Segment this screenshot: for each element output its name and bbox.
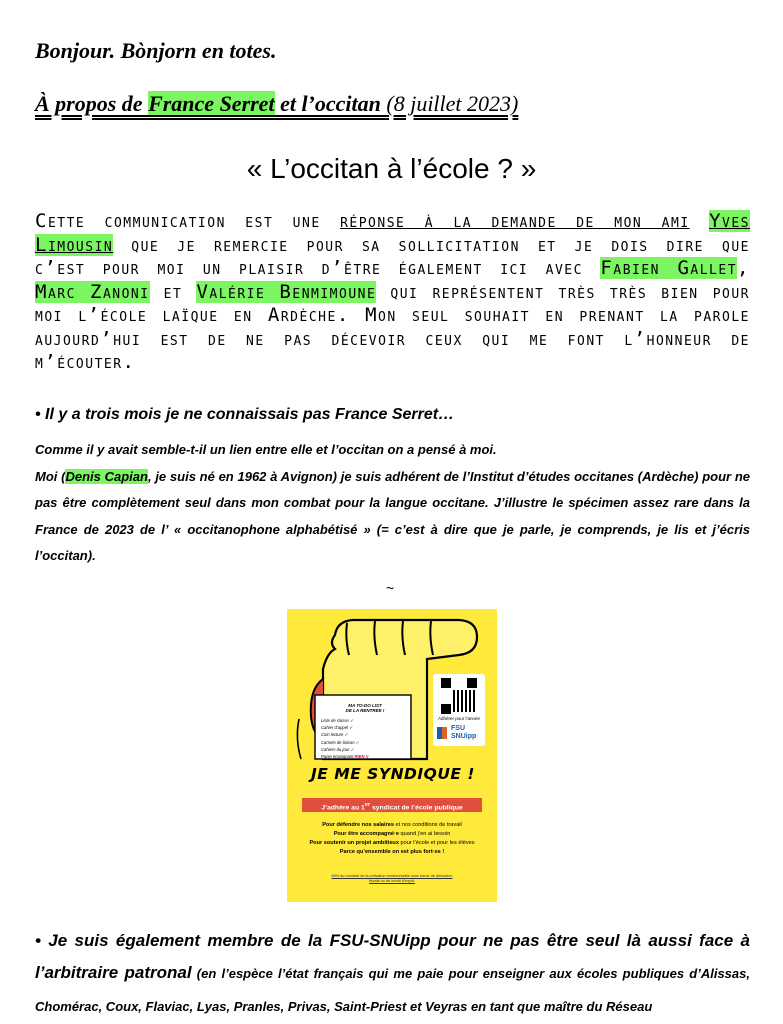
greeting: Bonjour. Bònjorn en totes. (35, 38, 277, 63)
comm-text-5: qui représentent très très bien pour moi l’école laïque en Ardèche. Mon seul souhait en prenant la parole aujourd’hui est de ne pas décevoir ceux qui me font l’honneur de m’écouter. (35, 280, 751, 373)
poster-fineprint: 66% du montant de la cotisation remboursable sous forme de déduction fiscale ou de crédit d’impôt. (331, 874, 453, 883)
band-pre: J’adhère au 1 (321, 804, 365, 812)
bullet-2-lead: • Je suis également membre de la FSU-SNUipp pour ne pas être seul là aussi face à l’arbitraire patronal (35, 931, 750, 982)
reason-rest: pour l’école et pour les élèves (398, 840, 475, 846)
subject-suffix: et l’occitan (274, 91, 387, 116)
tilde-separator: ~ (386, 580, 395, 596)
qr-code-icon (441, 678, 477, 714)
bullet-1-heading: • Il y a trois mois je ne connaissais pas France Serret… (35, 406, 455, 423)
comm-space (690, 210, 709, 232)
highlight-yves-limousin: Yves Limousin (35, 210, 750, 256)
reason-bold: Pour être accompagné·e (333, 831, 399, 837)
todo-title-line-1: MA TO-DO LIST (348, 703, 382, 708)
poster-reason (293, 821, 491, 830)
fsu-logo-text (451, 725, 476, 741)
poster-reason (293, 848, 491, 857)
bullet-1-moi: Moi ( (35, 468, 66, 484)
page-title: « L’occitan à l’école ? » (246, 153, 537, 184)
logo-snuipp: SNUipp (451, 733, 477, 740)
todo-item: Cahier d’appel ✓ (321, 725, 353, 731)
bullet-2-rest: (en l’espèce l’état français qui me paie pour enseigner aux écoles publiques d’Alissas, Chomérac, Coux, Flaviac, Lyas, Pranles, Privas, Saint-Priest et Veyras en tant que maître du Réseau (35, 966, 750, 1014)
comm-text-3: , (737, 257, 750, 279)
highlight-france-serret: France Serret (148, 91, 275, 116)
todo-item: Coin lecture ✓ (321, 732, 349, 738)
bullet-1-moi-rest: , je suis né en 1962 à Avignon) je suis adhérent de l’Institut d’études occitanes (Ardèche) pour ne pas être complètement seul dans mon combat pour la langue occitane. J’illustre le spécimen assez rare dans la France de 2023 de l’ « occitanophone alphabétisé » (= c’est à dire que je parle, je comprends, je lis et j’écris l’occitan). (35, 468, 751, 563)
todo-item-pacte (321, 753, 409, 760)
highlight-marc-zanoni: Marc Zanoni (35, 280, 150, 303)
reason-rest: quand j’en ai besoin (398, 831, 451, 837)
comm-underlined-request: réponse à la demande de mon ami (340, 210, 690, 232)
poster-slogan: JE ME SYNDIQUE ! (311, 765, 475, 783)
todo-item: Cahiers du jour ✓ (321, 746, 355, 752)
subject-date: (8 juillet 2023) (386, 91, 519, 116)
poster-reason (293, 830, 491, 839)
todo-rien: RIEN !! (354, 754, 369, 760)
reason-rest: et nos conditions de travail (394, 822, 462, 828)
band-sup: er (364, 802, 371, 808)
todo-title-line-2: DE LA RENTRÉE ! (345, 708, 385, 713)
poster-red-band (302, 798, 482, 812)
bullet-1-line-1: Comme il y avait semble-t-il un lien entre elle et l’occitan on a pensé à moi. (35, 442, 497, 457)
comm-text-1: Cette communication est une (35, 210, 341, 232)
todo-pacte-label: Pacte enseignant (321, 754, 355, 760)
fsu-snuipp-logo (433, 721, 485, 745)
comm-text-4: et (149, 280, 197, 303)
highlight-fabien-gallet: Fabien Gallet (600, 257, 738, 279)
reason-bold: Pour défendre nos salaires (322, 822, 394, 828)
poster-reasons (293, 821, 491, 857)
highlight-denis-capian: Denis Capian (65, 468, 148, 484)
reason-bold: Parce qu’ensemble on est plus fort·es ! (339, 849, 445, 855)
highlight-valerie-benmimoune: Valérie Benmimoune (196, 280, 377, 303)
todo-title (321, 703, 409, 713)
qr-caption: Adhérer pour l’année (437, 716, 481, 721)
syndicate-poster (287, 609, 497, 902)
todo-list (321, 703, 409, 760)
comm-text-2: que je remercie pour sa sollicitation et je dois dire que c’est pour moi un plaisir d’être également ici avec (35, 233, 750, 279)
band-post: syndicat de l’école publique (370, 804, 463, 812)
todo-item: Liste de classe ✓ (321, 718, 354, 723)
bullet-2 (35, 925, 750, 1023)
bullet-1-body (35, 437, 750, 570)
todo-item: Carnets de liaison ✓ (321, 739, 360, 745)
logo-fsu: FSU (451, 725, 465, 732)
communication-paragraph (35, 210, 750, 375)
reason-bold: Pour soutenir un projet ambitieux (309, 840, 399, 846)
subject-line (35, 91, 518, 117)
poster-reason (293, 839, 491, 848)
subject-prefix: À propos de (35, 91, 149, 116)
fsu-logo-icon (437, 727, 447, 739)
